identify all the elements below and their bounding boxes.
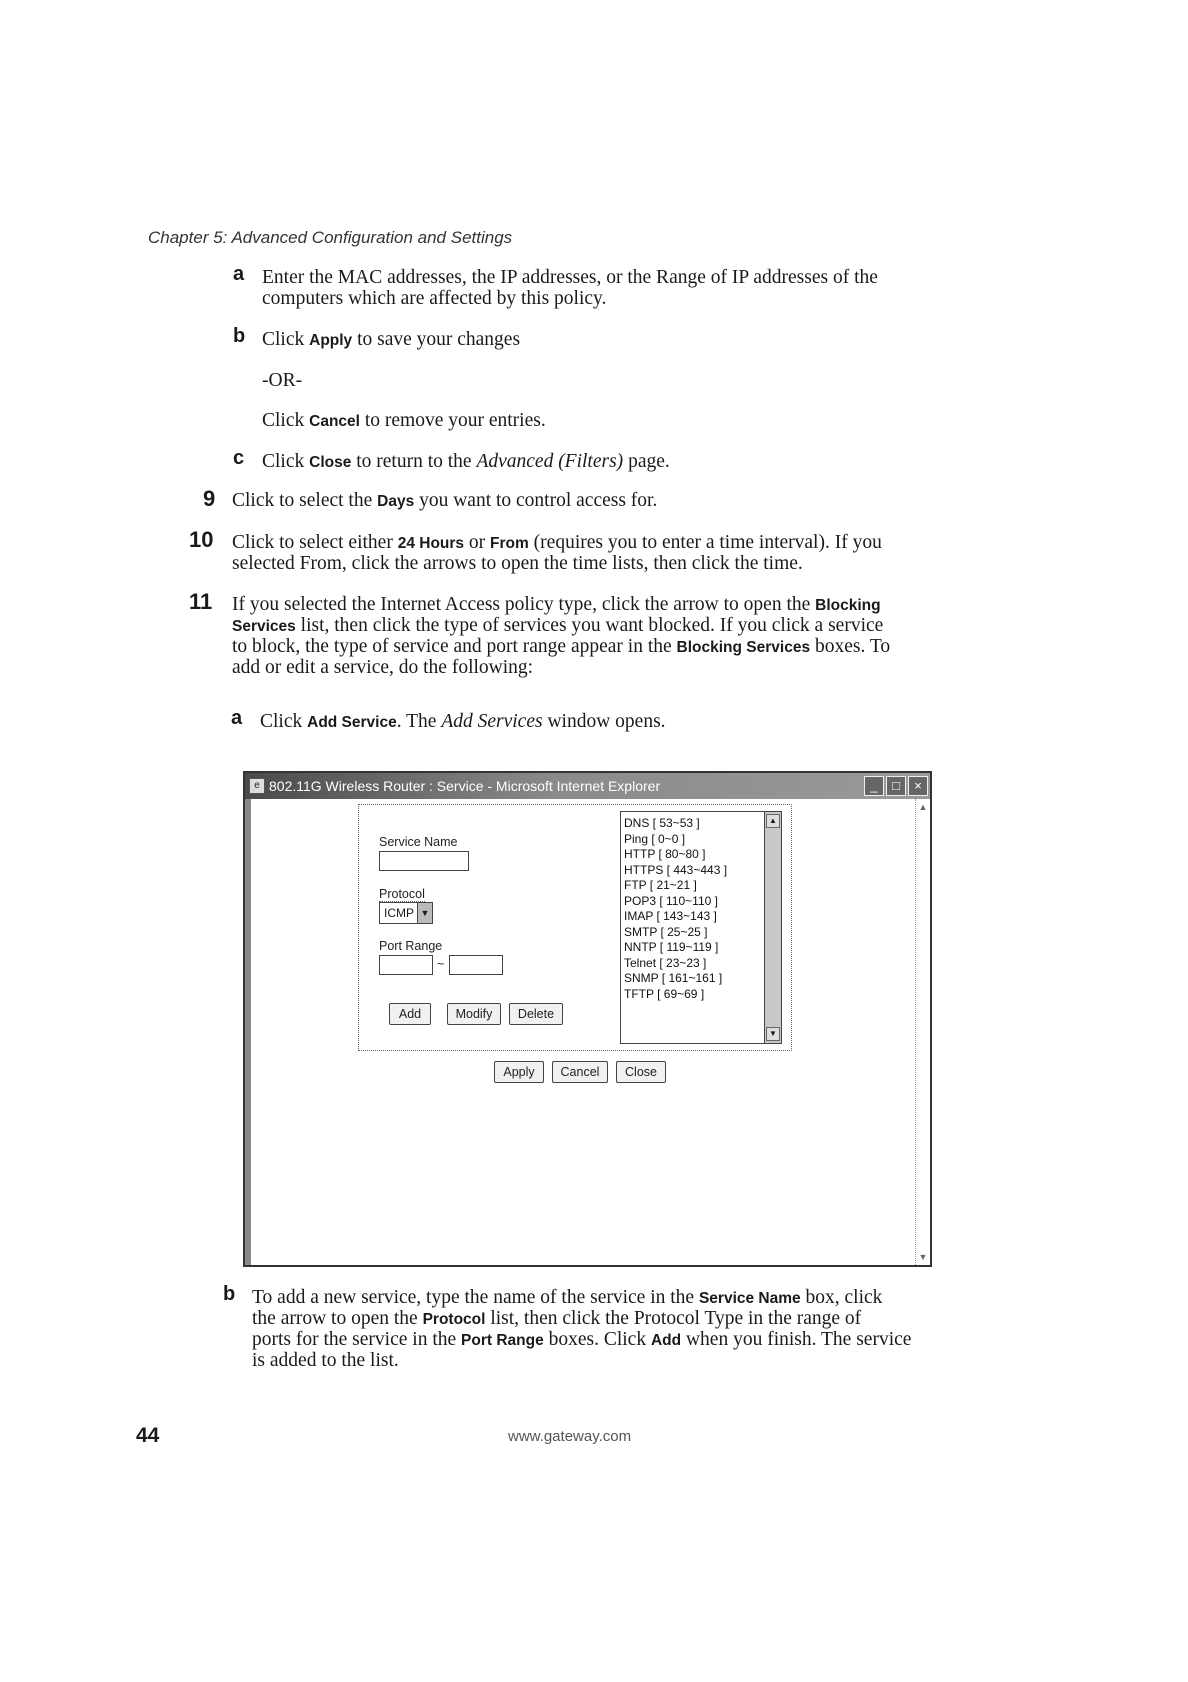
cancel-button[interactable]: Cancel — [552, 1061, 608, 1083]
step-number-10: 10 — [189, 527, 214, 552]
services-term: Services — [232, 618, 296, 635]
step-11-line4: add or edit a service, do the following: — [232, 657, 534, 678]
step-a2-mid: . The — [396, 711, 442, 732]
port-range-label: Port Range — [379, 939, 443, 953]
list-item[interactable]: Telnet [ 23~23 ] — [624, 955, 707, 970]
port-range-separator: ~ — [437, 957, 445, 971]
step-a-line1: Enter the MAC addresses, the IP addresses, or the Range of IP addresses of the — [262, 267, 878, 288]
step-b2-l2-post: list, then click the Protocol Type in the range of — [485, 1308, 862, 1329]
service-name-label: Service Name — [379, 835, 458, 849]
step-a2-text — [260, 712, 666, 733]
protocol-label-text: Protocol — [379, 887, 425, 901]
step-b2-l1-pre: To add a new service, type the name of the service in the — [252, 1287, 699, 1308]
list-item[interactable]: POP3 [ 110~110 ] — [624, 893, 718, 908]
step-b2-l1-post: box, click — [800, 1287, 883, 1308]
step-10-post: (requires you to enter a time interval). If you — [528, 532, 882, 553]
step-a2-pre: Click — [260, 711, 308, 732]
step-b2-l3-mid: boxes. Click — [543, 1329, 651, 1350]
list-item[interactable]: SMTP [ 25~25 ] — [624, 924, 708, 939]
step-10-line1 — [232, 533, 882, 554]
step-11-line3 — [232, 637, 890, 658]
step-b2-l2-pre: the arrow to open the — [252, 1308, 423, 1329]
step-10-mid: or — [464, 532, 491, 553]
step-b-pre2: Click — [262, 410, 310, 431]
step-marker-c: c — [233, 447, 245, 469]
step-b2-l3-post: when you finish. The service — [681, 1329, 912, 1350]
chevron-down-icon[interactable]: ▼ — [417, 903, 432, 923]
step-11-l2-post: list, then click the type of services you want blocked. If you click a service — [295, 615, 884, 636]
modify-button[interactable]: Modify — [447, 1003, 501, 1025]
step-number-9: 9 — [203, 486, 216, 511]
step-10-pre: Click to select either — [232, 532, 398, 553]
step-b2-line4: is added to the list. — [252, 1350, 399, 1371]
port-range-term: Port Range — [461, 1332, 544, 1349]
step-b2-l3-pre: ports for the service in the — [252, 1329, 462, 1350]
step-b-text — [262, 330, 520, 351]
step-a2-post: window opens. — [542, 711, 666, 732]
from-term: From — [490, 535, 529, 552]
ie-icon: e — [249, 778, 265, 794]
step-10-line2: selected From, click the arrows to open the time lists, then click the time. — [232, 553, 803, 574]
port-range-end-input[interactable] — [449, 955, 503, 975]
window-scrollbar[interactable] — [915, 799, 930, 1265]
apply-button[interactable]: Apply — [494, 1061, 544, 1083]
step-b-pre: Click — [262, 329, 310, 350]
apply-term: Apply — [309, 332, 353, 349]
minimize-icon[interactable]: _ — [864, 776, 884, 796]
step-c-post2: page. — [623, 451, 670, 472]
or-separator: -OR- — [262, 370, 303, 391]
step-c-pre: Click — [262, 451, 310, 472]
list-item[interactable]: HTTP [ 80~80 ] — [624, 847, 706, 861]
protocol-select[interactable] — [379, 902, 433, 924]
close-icon[interactable]: × — [908, 776, 928, 796]
advanced-filters-term: Advanced (Filters) — [476, 451, 624, 472]
step-11-line1 — [232, 595, 881, 616]
listbox-scrollbar[interactable] — [764, 812, 781, 1043]
list-item[interactable]: TFTP [ 69~69 ] — [624, 986, 705, 1001]
step-11-line2 — [232, 616, 883, 637]
list-item[interactable]: HTTPS [ 443~443 ] — [624, 862, 728, 877]
maximize-icon[interactable]: □ — [886, 776, 906, 796]
add-services-term: Add Services — [441, 711, 543, 732]
window-titlebar — [245, 773, 930, 799]
step-b-post2: to remove your entries. — [359, 410, 546, 431]
port-range-start-input[interactable] — [379, 955, 433, 975]
service-name-input[interactable] — [379, 851, 469, 871]
protocol-label — [379, 887, 425, 901]
list-scroll-up-icon[interactable]: ▲ — [766, 814, 780, 828]
add-button[interactable]: Add — [389, 1003, 431, 1025]
step-marker-b2: b — [223, 1283, 236, 1305]
step-9-post: you want to control access for. — [414, 490, 658, 511]
step-c-text — [262, 452, 670, 473]
step-11-l3-post: boxes. To — [810, 636, 891, 657]
scroll-down-icon[interactable]: ▼ — [918, 1252, 928, 1262]
service-listbox[interactable] — [620, 811, 782, 1044]
24-hours-term: 24 Hours — [397, 535, 465, 552]
list-item[interactable]: SNMP [ 161~161 ] — [624, 971, 723, 985]
list-scroll-down-icon[interactable]: ▼ — [766, 1027, 780, 1041]
list-item[interactable]: NNTP [ 119~119 ] — [624, 940, 719, 954]
step-9-pre: Click to select the — [232, 490, 378, 511]
blocking-term: Blocking — [815, 597, 881, 614]
service-name-term: Service Name — [698, 1290, 801, 1307]
window-left-border — [245, 799, 251, 1265]
step-marker-b: b — [233, 325, 246, 347]
service-list — [624, 816, 762, 1002]
days-term: Days — [377, 493, 415, 510]
footer-url: www.gateway.com — [508, 1428, 632, 1445]
list-item[interactable]: IMAP [ 143~143 ] — [624, 909, 717, 923]
step-11-l3-pre: to block, the type of service and port range appear in the — [232, 636, 677, 657]
step-marker-a2: a — [231, 707, 243, 729]
step-c-post: to return to the — [351, 451, 477, 472]
step-a-line2: computers which are affected by this policy. — [262, 288, 607, 309]
delete-button[interactable]: Delete — [509, 1003, 563, 1025]
blocking-services-term: Blocking Services — [676, 639, 811, 656]
add-term: Add — [650, 1332, 682, 1349]
protocol-value: ICMP — [384, 906, 414, 920]
close-term: Close — [309, 454, 352, 471]
list-item[interactable]: DNS [ 53~53 ] — [624, 816, 700, 830]
step-b2-line2 — [252, 1309, 861, 1330]
add-services-window — [243, 771, 932, 1267]
scroll-up-icon[interactable]: ▲ — [918, 802, 928, 812]
page-number: 44 — [136, 1424, 160, 1447]
step-number-11: 11 — [189, 589, 213, 614]
step-b-alt-text — [262, 411, 546, 432]
step-9-text — [232, 491, 657, 512]
list-item[interactable]: Ping [ 0~0 ] — [624, 831, 686, 846]
chapter-header: Chapter 5: Advanced Configuration and Settings — [148, 228, 513, 247]
step-b2-line3 — [252, 1330, 911, 1351]
add-service-term: Add Service — [307, 714, 397, 731]
step-11-l1-pre: If you selected the Internet Access policy type, click the arrow to open the — [232, 594, 816, 615]
step-b-post: to save your changes — [352, 329, 521, 350]
window-title: 802.11G Wireless Router : Service - Microsoft Internet Explorer — [269, 778, 661, 794]
cancel-term: Cancel — [309, 413, 360, 430]
protocol-term: Protocol — [422, 1311, 486, 1328]
step-b2-line1 — [252, 1288, 882, 1309]
close-button[interactable]: Close — [616, 1061, 666, 1083]
list-item[interactable]: FTP [ 21~21 ] — [624, 878, 697, 892]
step-marker-a: a — [233, 263, 245, 285]
